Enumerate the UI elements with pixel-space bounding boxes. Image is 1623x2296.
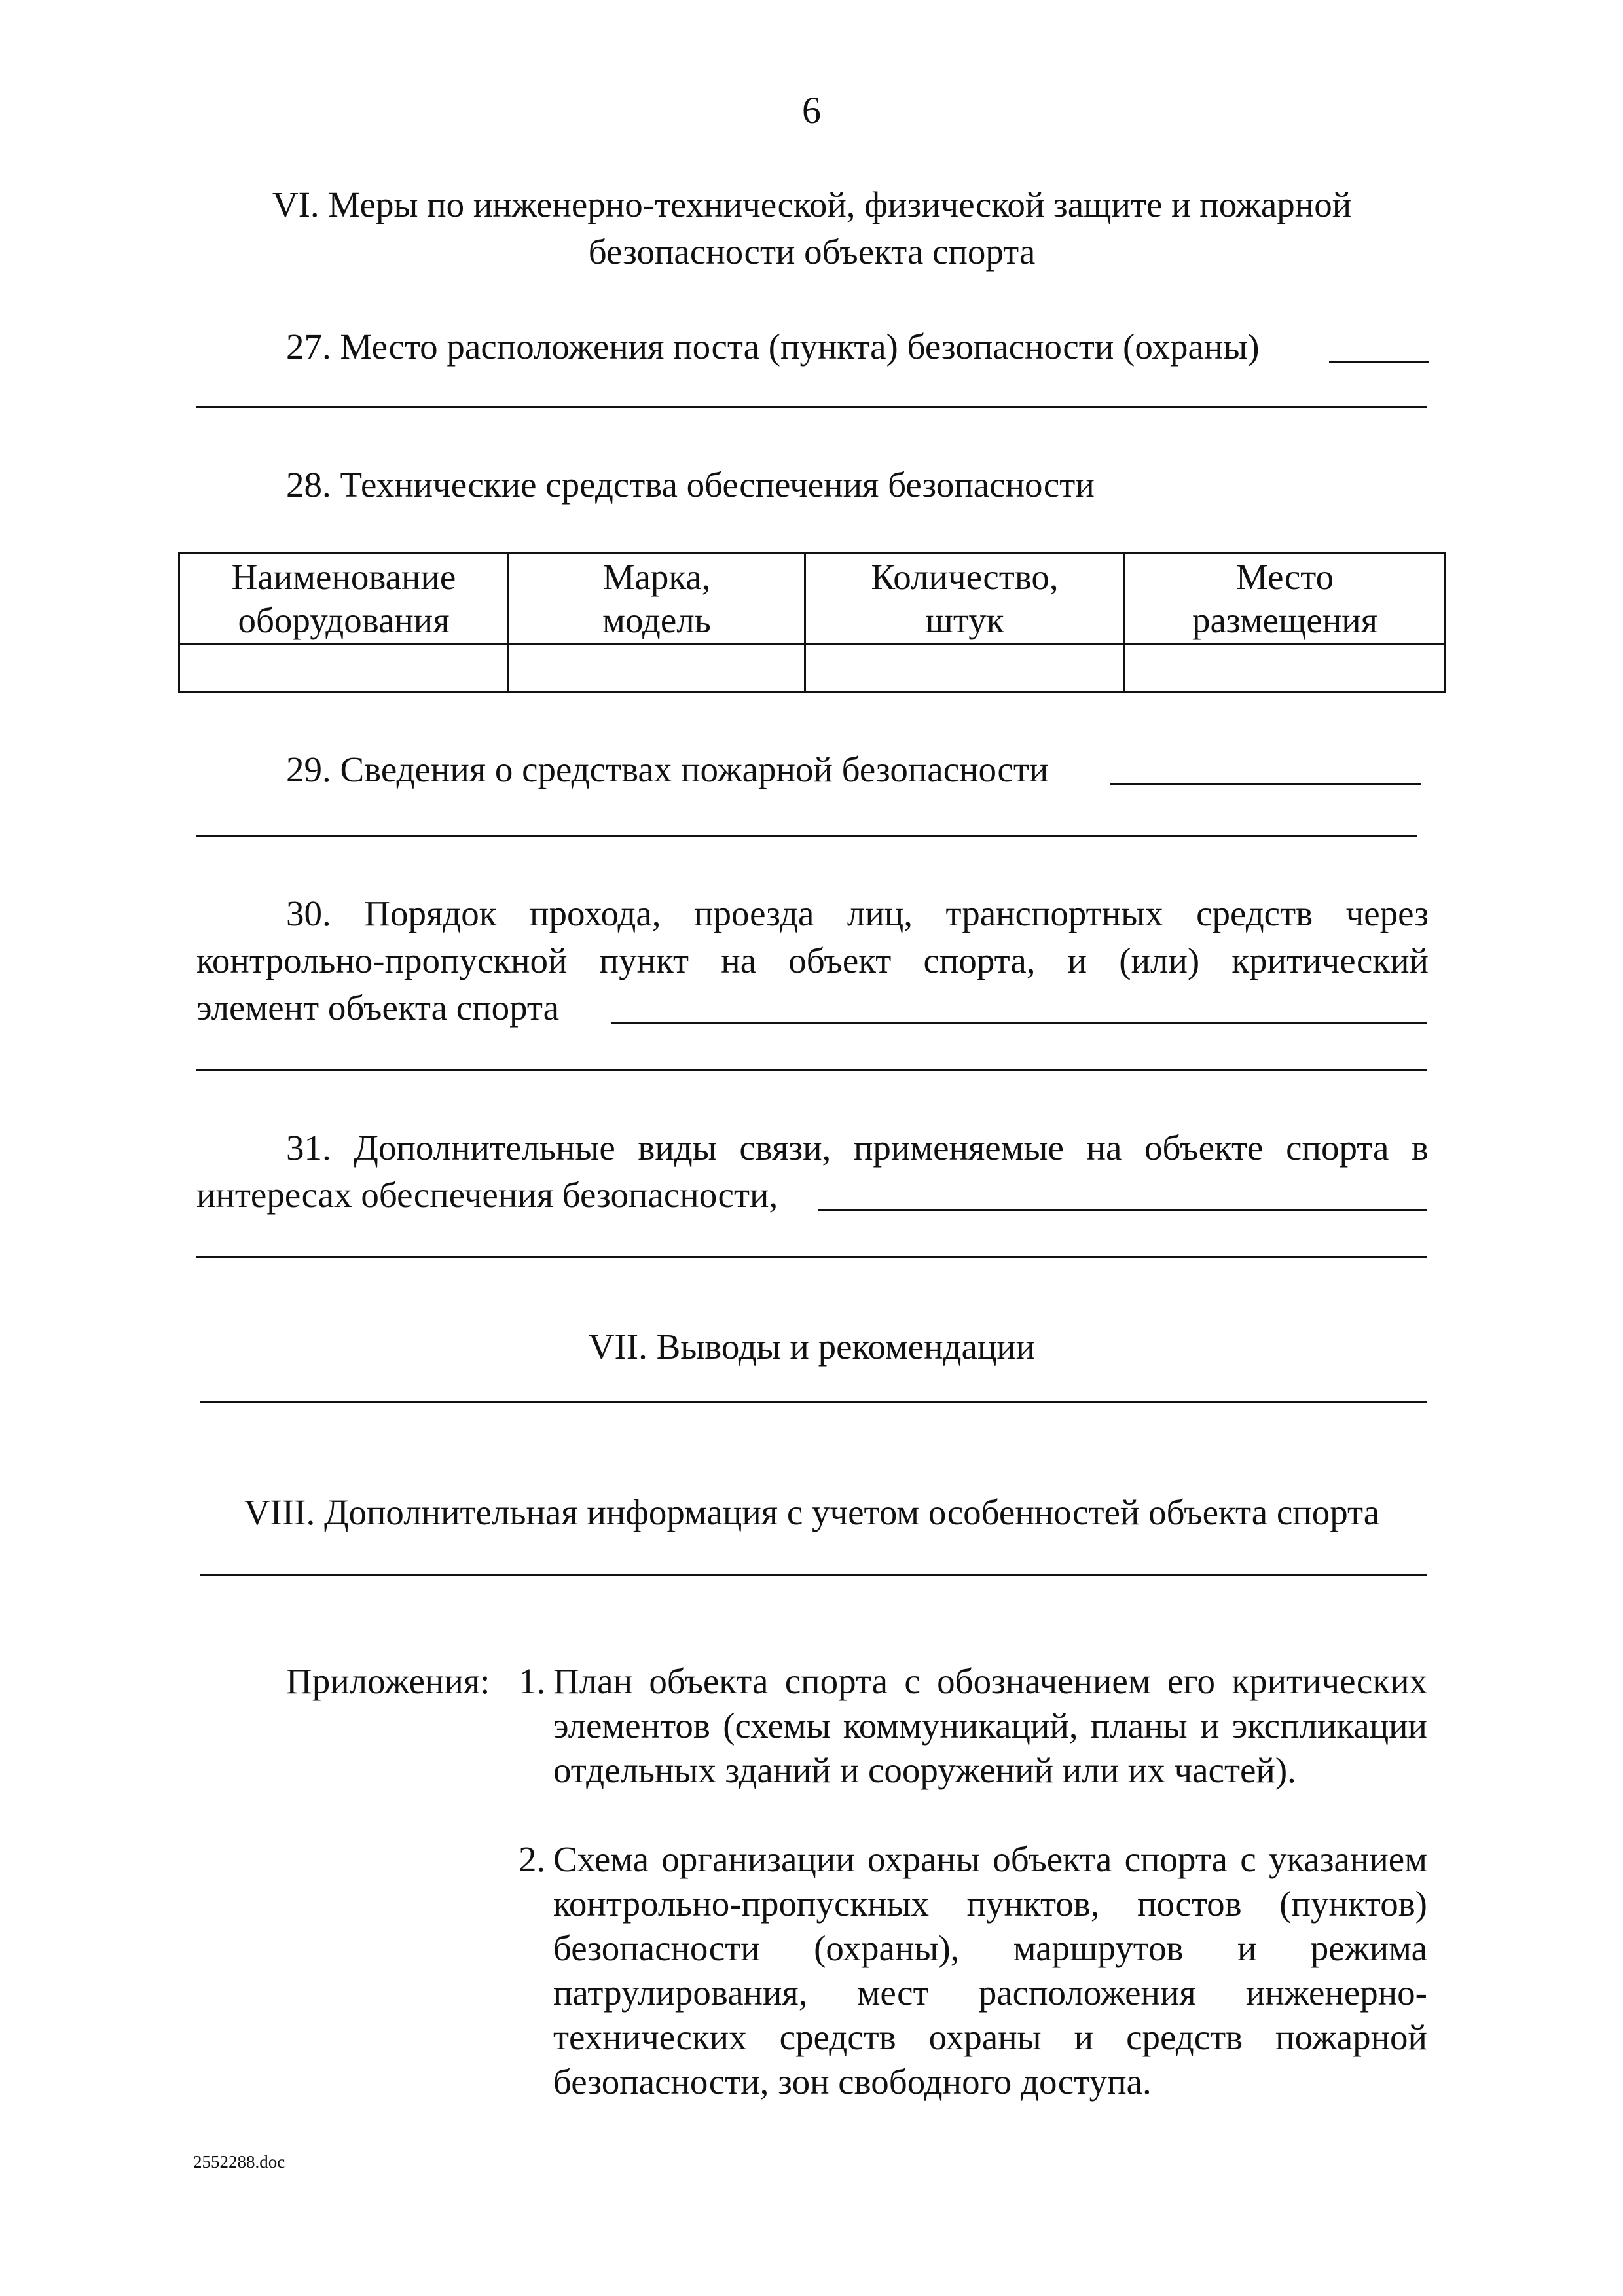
section-vi-title-line1: VI. Меры по инженерно-технической, физической защите и пожарной [272, 185, 1352, 224]
security-equipment-table [178, 552, 1446, 693]
table-row [179, 645, 1446, 692]
table-header-cell [805, 553, 1125, 645]
item-30-blank-line [196, 1069, 1427, 1071]
item-28-text: 28. Технические средства обеспечения безопасности [286, 465, 1095, 505]
item-29-text: 29. Сведения о средствах пожарной безопасности [286, 749, 1049, 789]
item-29-inline-blank [1110, 783, 1421, 785]
section-vi-heading [196, 181, 1427, 276]
table-header-cell [179, 553, 509, 645]
table-cell [179, 645, 509, 692]
appendix-1-text: План объекта спорта с обозначением его критических элементов (схемы коммуникаций, планы и экспликации отдельных зданий и сооружений или их частей). [553, 1661, 1427, 1790]
item-27-inline-blank [1329, 361, 1429, 363]
table-header-cell [509, 553, 805, 645]
section-vii-heading: VII. Выводы и рекомендации [588, 1327, 1036, 1367]
item-27-blank-line [196, 406, 1427, 408]
section-vii-blank-line [200, 1401, 1427, 1403]
item-31-paragraph [196, 1124, 1429, 1172]
item-27-text: 27. Место расположения поста (пункта) безопасности (охраны) [286, 327, 1260, 367]
page-number: 6 [802, 89, 821, 132]
section-viii-heading: VIII. Дополнительная информация с учетом особенностей объекта спорта [244, 1492, 1380, 1532]
section-vi-title-line2: безопасности объекта спорта [588, 232, 1036, 272]
table-cell [1125, 645, 1446, 692]
header-line: оборудования [238, 600, 450, 640]
table-header-row [179, 553, 1446, 645]
appendices-label: Приложения: [286, 1661, 490, 1701]
header-line: Наименование [231, 556, 456, 597]
appendix-1-number: 1. [519, 1661, 546, 1701]
item-30-inline-blank [611, 1022, 1427, 1024]
header-line: штук [925, 600, 1004, 640]
header-line: Марка, [602, 556, 711, 597]
table-header-cell [1125, 553, 1446, 645]
item-31-line1: 31. Дополнительные виды связи, применяемые на объекте спорта в [286, 1128, 1429, 1168]
header-line: размещения [1192, 600, 1377, 640]
appendix-2-text: Схема организации охраны объекта спорта с указанием контрольно-пропускных пунктов, постов (пунктов) безопасности (охраны), маршрутов и режима патрулирования, мест расположения инженерно-технических средств охраны и средств пожарной безопасности, зон свободного доступа. [553, 1839, 1427, 2102]
item-31-line2: интересах обеспечения безопасности, [196, 1175, 778, 1215]
header-line: Количество, [871, 556, 1059, 597]
item-30-line1: 30. Порядок прохода, проезда лиц, транспортных средств через [286, 893, 1429, 933]
section-viii-blank-line [200, 1574, 1427, 1576]
item-29-blank-line [196, 835, 1417, 837]
table-cell [509, 645, 805, 692]
item-30-paragraph [196, 890, 1429, 984]
item-31-inline-blank [818, 1209, 1427, 1211]
item-30-line2: контрольно-пропускной пункт на объект спорта, и (или) критический [196, 941, 1429, 980]
header-line: Место [1235, 556, 1334, 597]
item-31-blank-line [196, 1256, 1427, 1258]
appendix-2-number: 2. [519, 1839, 546, 1879]
document-id: 2552288.doc [193, 2152, 285, 2172]
item-30-line3: элемент объекта спорта [196, 988, 559, 1028]
table-cell [805, 645, 1125, 692]
header-line: модель [602, 600, 711, 640]
